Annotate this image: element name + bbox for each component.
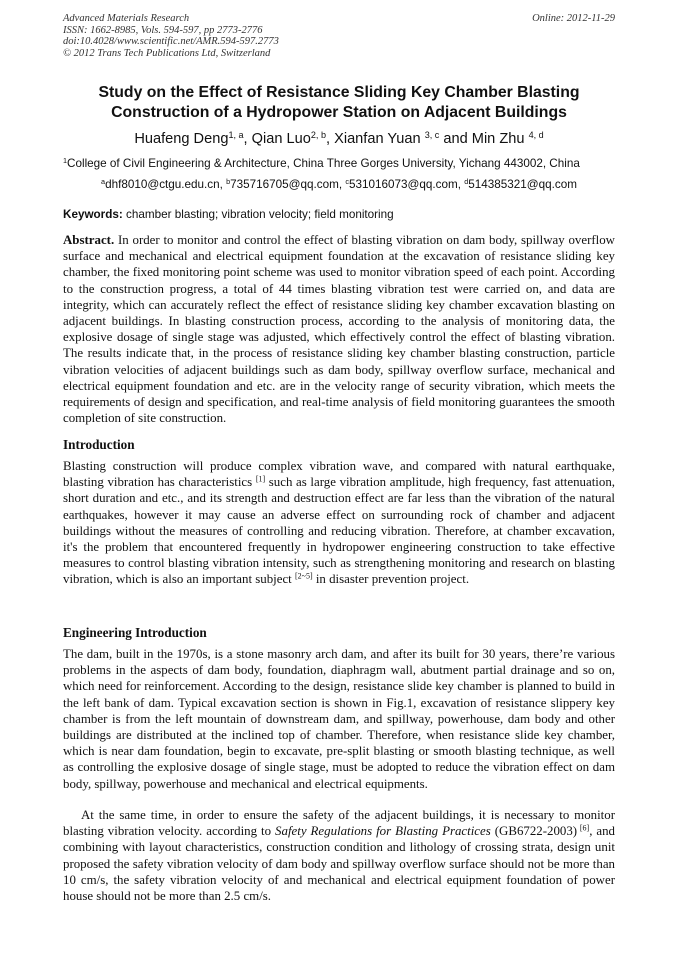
standard-title: Safety Regulations for Blasting Practices: [275, 824, 491, 839]
author-affil-sup: 1, a: [228, 130, 244, 141]
email-sup: b: [226, 177, 231, 187]
author-name: Qian Luo: [251, 131, 311, 147]
author-name: Huafeng Deng: [134, 131, 229, 147]
email-address[interactable]: 735716705@qq.com: [230, 178, 339, 191]
affiliation: [63, 157, 623, 171]
email-separator: ,: [338, 178, 346, 191]
affiliation-sup: 1: [63, 156, 68, 166]
engineering-paragraph-2: [63, 807, 615, 904]
author-affil-sup: 2, b: [310, 130, 326, 141]
citation-ref[interactable]: [1]: [255, 474, 266, 484]
citation-ref[interactable]: [2~5]: [295, 572, 313, 582]
email-sup: c: [345, 177, 349, 187]
intro-text: in disaster prevention project.: [312, 572, 470, 587]
engineering-text: At the same time, in order to ensure the safety of the adjacent buildings, it is necessary to monitor blasting vibration velocity. according to: [63, 808, 615, 839]
engineering-text: , and combining with layout characteristics, construction condition and lithology of crossing strata, design unit proposed the safety vibration velocity of dam body and spillway overflow surface should not be more than 10 cm/s, the safety vibration velocity of and mechanical and electrical equipment foundation of power house should not be more than 2.5 cm/s.: [63, 824, 616, 904]
author-name: Min Zhu: [471, 131, 529, 147]
engineering-text: The dam, built in the 1970s, is a stone masonry arch dam, and after its built for 30 years, there’re various problems in the aspects of dam body, foundation, diaphragm wall, abutment partial drainage and so on, which need for reinforcement. According to the design, resistance slide key chamber is planned to build in the left bank of dam. Typical excavation section is shown in Fig.1, excavation of resistance slippery key chamber is from the left mountain of downstream dam, and spillway, powerhouse, dam body and other buildings are distributed at the inclined top of chamber. Therefore, when resistance slide key chamber, which is near dam foundation, begin to excavate, pre-split blasting or smooth blasting technique, as well as controlling the explosive dosage of single stage, must be adopted to reduce the vibration effect on dam body, spillway, powerhouse and mechanical and electrical equipments.: [63, 647, 615, 791]
keywords-label: Keywords:: [63, 208, 123, 221]
email-address[interactable]: 531016073@qq.com: [349, 178, 458, 191]
title-line-1: Study on the Effect of Resistance Sliding Key Chamber Blasting: [98, 84, 580, 101]
abstract: [63, 232, 615, 426]
email-list: [40, 178, 638, 192]
introduction-paragraph: [63, 458, 615, 588]
author-affil-sup: 3, c: [424, 130, 440, 141]
title-line-2: Construction of a Hydropower Station on Adjacent Buildings: [111, 103, 567, 121]
email-address[interactable]: 514385321@qq.com: [468, 178, 577, 191]
author-separator: ,: [325, 131, 335, 147]
section-heading-engineering: Engineering Introduction: [63, 625, 207, 640]
author-list: [40, 130, 638, 148]
email-separator: ,: [219, 178, 227, 191]
engineering-paragraph-1: [63, 646, 615, 792]
section-heading-introduction: Introduction: [63, 437, 135, 452]
abstract-label: Abstract.: [63, 233, 115, 247]
journal-copyright: © 2012 Trans Tech Publications Ltd, Switzerland: [63, 47, 271, 59]
journal-name: Advanced Materials Research: [63, 13, 190, 24]
author-affil-sup: 4, d: [528, 130, 544, 141]
abstract-text: In order to monitor and control the effect of blasting vibration on dam body, spillway overflow surface and mechanical and electrical equipment foundation at the excavation of resistance sliding key chamber, the fixed monitoring point scheme was used to monitor vibration speed of each point. According to the construction progress, a total of 44 times blasting vibration test were carried on, and data are integrity, which can accurately reflect the effect of resistance sliding key chamber excavation blasting on adjacent buildings. In blasting construction process, according to the analysis of monitoring data, the explosive dosage of single stage was adjusted, which effectively control the effect of blasting vibration. The results indicate that, in the process of resistance sliding key chamber blasting construction, particle vibration velocities of adjacent buildings such as dam body, spillway overflow surface, mechanical and electrical equipment foundation and etc. are in the velocity range of security vibration, which meets the requirements of design and specification, and real-time analysis of field monitoring guarantees the smooth completion of site construction.: [63, 233, 615, 426]
intro-text: Blasting construction will produce complex vibration wave, and compared with natural earthquake, blasting vibration has characteristics: [63, 459, 615, 490]
journal-doi: doi:10.4028/www.scientific.net/AMR.594-597.2773: [63, 36, 279, 47]
citation-ref[interactable]: [6]: [577, 823, 590, 833]
keywords-text: chamber blasting; vibration velocity; field monitoring: [122, 208, 394, 221]
intro-text: such as large vibration amplitude, high frequency, fast attenuation, short duration and etc., and its strength and destruction effect are far less than the vibration of the natural earthquakes, however it may cause an adverse effect on surrounding rock of chamber and adjacent buildings without the measures of controlling and reducing vibration. Therefore, at chamber excavation, it's the problem that encountered frequently in hydropower engineering construction to take effective measures to control blasting vibration intensity, such as strengthening monitoring and research on blasting vibration, which is also an important subject: [63, 475, 615, 587]
affiliation-text: College of Civil Engineering & Architecture, China Three Gorges University, Yichang 443002, China: [67, 157, 580, 170]
email-sup: a: [101, 177, 106, 187]
email-address[interactable]: dhf8010@ctgu.edu.cn: [105, 178, 220, 191]
author-separator: and: [439, 131, 472, 147]
email-separator: ,: [457, 178, 465, 191]
keywords: [63, 208, 615, 222]
email-sup: d: [464, 177, 469, 187]
journal-issn: ISSN: 1662-8985, Vols. 594-597, pp 2773-2776: [63, 24, 263, 36]
author-separator: ,: [243, 131, 252, 147]
journal-header: [63, 13, 279, 59]
online-date: Online: 2012-11-29: [532, 13, 615, 24]
paper-title: [40, 83, 638, 122]
author-name: Xianfan Yuan: [334, 131, 425, 147]
engineering-text: (GB6722-2003): [490, 824, 578, 839]
